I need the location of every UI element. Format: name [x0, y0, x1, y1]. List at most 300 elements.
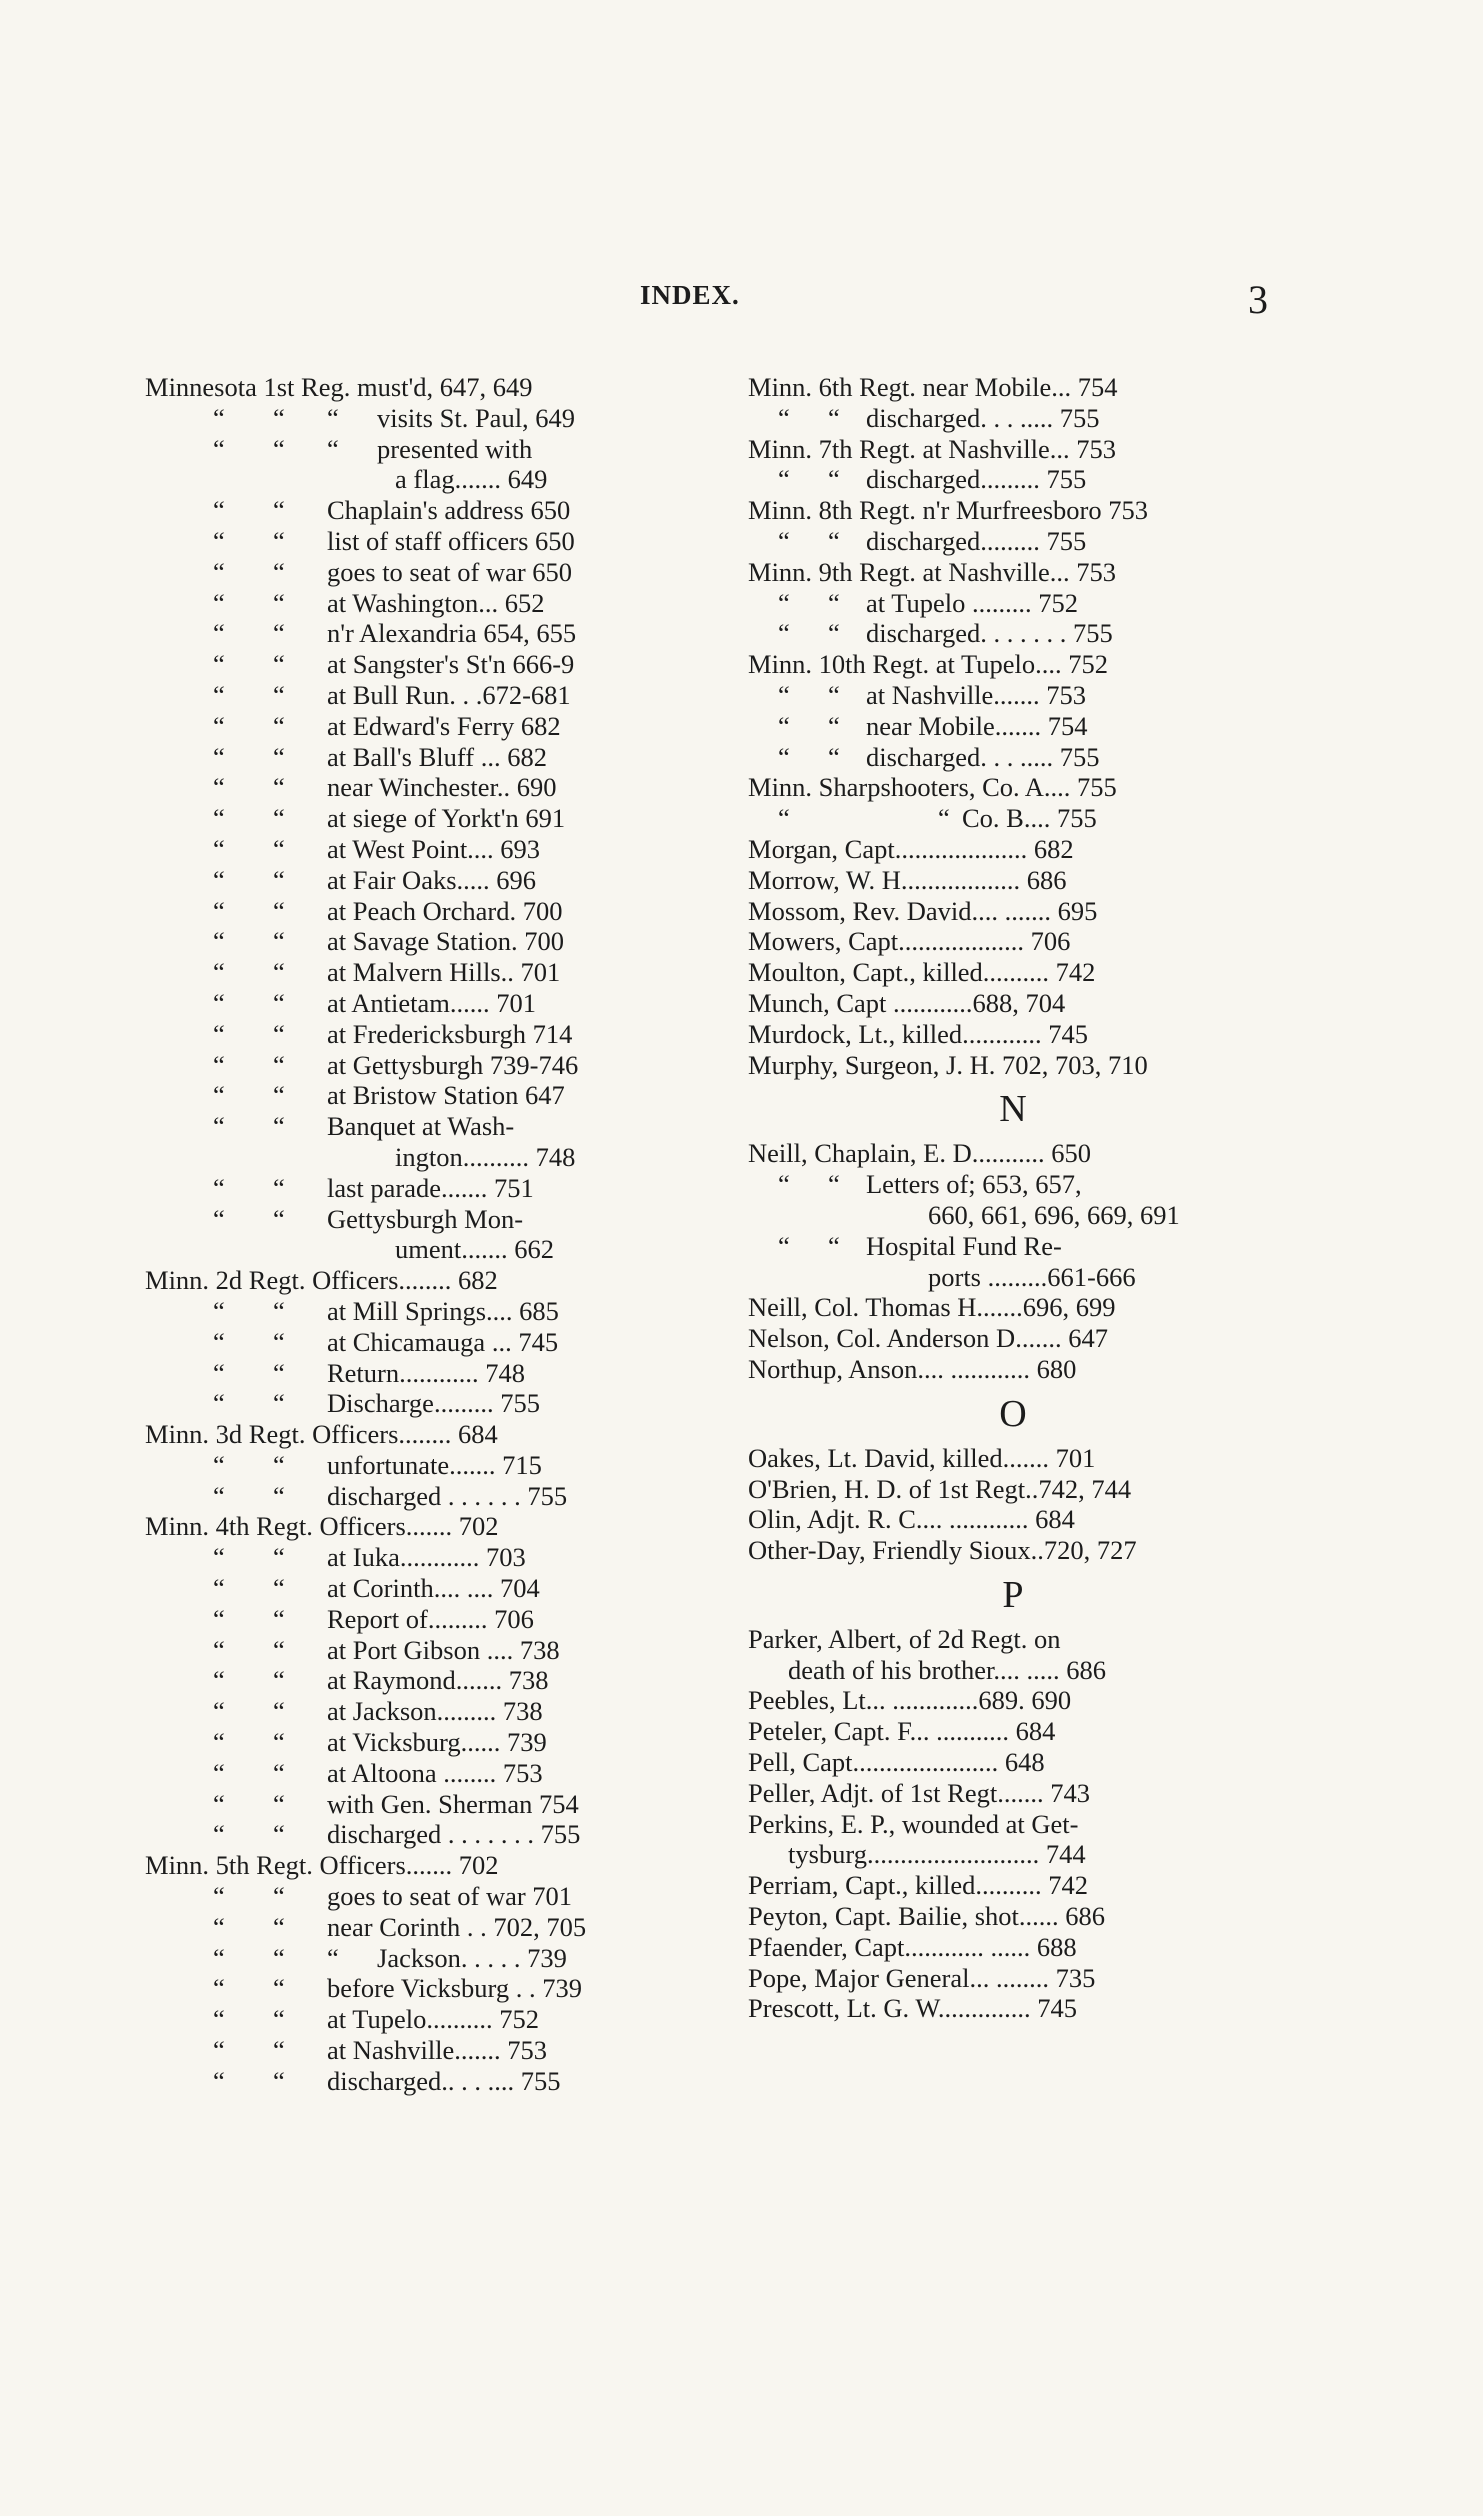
ditto-mark: “ — [213, 1172, 225, 1203]
index-entry — [748, 526, 1278, 557]
entry-text: at Bull Run. . .672-681 — [327, 679, 571, 710]
entry-text: near Mobile....... 754 — [866, 710, 1088, 741]
index-entry — [748, 1138, 1278, 1169]
index-entry — [145, 1604, 665, 1635]
entry-text: at Nashville....... 753 — [327, 2035, 548, 2066]
index-entry — [748, 803, 1278, 834]
ditto-mark: “ — [828, 402, 840, 433]
entry-text: Chaplain's address 650 — [327, 495, 571, 526]
index-entry — [145, 742, 665, 773]
index-entry — [748, 1443, 1278, 1474]
index-entry — [748, 588, 1278, 619]
ditto-mark: “ — [213, 957, 225, 988]
ditto-mark: “ — [273, 772, 285, 803]
index-entry — [145, 1080, 665, 1111]
ditto-mark: “ — [273, 525, 285, 556]
index-entry — [145, 1050, 665, 1081]
ditto-mark: “ — [273, 926, 285, 957]
ditto-mark: “ — [273, 556, 285, 587]
ditto-mark: “ — [273, 1049, 285, 1080]
entry-text: discharged. . . . . . . 755 — [866, 618, 1113, 649]
ditto-mark: “ — [778, 803, 790, 834]
entry-text: Minn. 8th Regt. n'r Murfreesboro 753 — [748, 495, 1149, 526]
entry-text: Nelson, Col. Anderson D....... 647 — [748, 1323, 1108, 1354]
index-entry — [145, 649, 665, 680]
entry-text: tysburg.......................... 744 — [788, 1839, 1086, 1870]
index-entry — [748, 957, 1278, 988]
ditto-mark: “ — [828, 525, 840, 556]
ditto-mark: “ — [213, 1203, 225, 1234]
ditto-mark: “ — [273, 2004, 285, 2035]
index-entry — [145, 680, 665, 711]
entry-text: Perkins, E. P., wounded at Get- — [748, 1808, 1079, 1839]
ditto-mark: “ — [273, 1080, 285, 1111]
index-entry — [145, 464, 665, 495]
index-entry — [145, 1204, 665, 1235]
index-entry — [748, 1169, 1278, 1200]
ditto-mark: “ — [213, 2035, 225, 2066]
index-entry — [748, 1050, 1278, 1081]
index-entry — [748, 988, 1278, 1019]
ditto-mark: “ — [213, 987, 225, 1018]
entry-text: at Fair Oaks..... 696 — [327, 864, 537, 895]
entry-text: Return............ 748 — [327, 1357, 525, 1388]
ditto-mark: “ — [778, 679, 790, 710]
index-entry — [145, 1296, 665, 1327]
ditto-mark: “ — [273, 433, 285, 464]
entry-text: Olin, Adjt. R. C.... ............ 684 — [748, 1504, 1075, 1535]
ditto-mark: “ — [213, 525, 225, 556]
ditto-mark: “ — [213, 1388, 225, 1419]
entry-text: Minn. 5th Regt. Officers....... 702 — [145, 1850, 499, 1881]
ditto-mark: “ — [273, 2035, 285, 2066]
ditto-mark: “ — [273, 1357, 285, 1388]
entry-text: O'Brien, H. D. of 1st Regt..742, 744 — [748, 1473, 1132, 1504]
ditto-mark: “ — [213, 1942, 225, 1973]
ditto-mark: “ — [273, 1696, 285, 1727]
entry-text: discharged . . . . . . . 755 — [327, 1819, 581, 1850]
entry-text: Mossom, Rev. David.... ....... 695 — [748, 895, 1098, 926]
ditto-mark: “ — [213, 1295, 225, 1326]
entry-text: near Corinth . . 702, 705 — [327, 1911, 587, 1942]
ditto-mark: “ — [273, 1788, 285, 1819]
index-entry — [145, 1635, 665, 1666]
entry-text: discharged......... 755 — [866, 525, 1087, 556]
ditto-mark: “ — [273, 679, 285, 710]
index-entry — [145, 1912, 665, 1943]
index-entry — [748, 1292, 1278, 1323]
entry-text: at Fredericksburgh 714 — [327, 1018, 573, 1049]
ditto-mark: “ — [828, 710, 840, 741]
entry-text: Neill, Chaplain, E. D........... 650 — [748, 1138, 1091, 1169]
entry-text: Report of......... 706 — [327, 1603, 534, 1634]
ditto-mark: “ — [213, 926, 225, 957]
ditto-mark: “ — [327, 1942, 339, 1973]
entry-text: Minn. 9th Regt. at Nashville... 753 — [748, 556, 1117, 587]
index-entry — [748, 1655, 1278, 1686]
ditto-mark: “ — [273, 1573, 285, 1604]
ditto-mark: “ — [273, 649, 285, 680]
index-entry — [748, 1839, 1278, 1870]
entry-text: Other-Day, Friendly Sioux..720, 727 — [748, 1535, 1137, 1566]
ditto-mark: “ — [273, 1542, 285, 1573]
ditto-mark: “ — [273, 864, 285, 895]
ditto-mark: “ — [273, 495, 285, 526]
index-entry — [748, 1963, 1278, 1994]
index-entry — [748, 464, 1278, 495]
ditto-mark: “ — [778, 587, 790, 618]
entry-text: discharged . . . . . . 755 — [327, 1480, 568, 1511]
index-entry — [748, 926, 1278, 957]
index-entry — [748, 711, 1278, 742]
entry-text: 660, 661, 696, 669, 691 — [928, 1199, 1180, 1230]
entry-text: Morgan, Capt.................... 682 — [748, 833, 1074, 864]
entry-text: Peyton, Capt. Bailie, shot...... 686 — [748, 1901, 1105, 1932]
ditto-mark: “ — [213, 433, 225, 464]
index-entry — [748, 1323, 1278, 1354]
ditto-mark: “ — [273, 1727, 285, 1758]
ditto-mark: “ — [213, 1634, 225, 1665]
entry-text: at Port Gibson .... 738 — [327, 1634, 560, 1665]
index-entry — [145, 1758, 665, 1789]
section-letter: O — [999, 1392, 1027, 1435]
ditto-mark: “ — [273, 1973, 285, 2004]
entry-text: at Corinth.... .... 704 — [327, 1573, 540, 1604]
entry-text: Northup, Anson.... ............ 680 — [748, 1353, 1077, 1384]
ditto-mark: “ — [213, 772, 225, 803]
ditto-mark: “ — [778, 464, 790, 495]
index-entry — [748, 680, 1278, 711]
index-column-left — [145, 372, 665, 2097]
index-entry — [145, 803, 665, 834]
entry-text: Peteler, Capt. F... ........... 684 — [748, 1716, 1056, 1747]
ditto-mark: “ — [778, 710, 790, 741]
ditto-mark: “ — [273, 1757, 285, 1788]
ditto-mark: “ — [213, 556, 225, 587]
ditto-mark: “ — [213, 1603, 225, 1634]
ditto-mark: “ — [273, 1203, 285, 1234]
index-entry — [748, 865, 1278, 896]
ditto-mark: “ — [213, 649, 225, 680]
ditto-mark: “ — [213, 495, 225, 526]
entry-text: goes to seat of war 701 — [327, 1881, 573, 1912]
ditto-mark: “ — [213, 1788, 225, 1819]
entry-text: Hospital Fund Re- — [866, 1230, 1062, 1261]
index-entry — [145, 1142, 665, 1173]
ditto-mark: “ — [778, 618, 790, 649]
index-entry — [145, 588, 665, 619]
ditto-mark: “ — [828, 587, 840, 618]
ditto-mark: “ — [938, 803, 950, 834]
ditto-mark: “ — [213, 1911, 225, 1942]
ditto-mark: “ — [213, 1573, 225, 1604]
entry-text: at Tupelo ......... 752 — [866, 587, 1079, 618]
index-entry — [145, 495, 665, 526]
entry-text: with Gen. Sherman 754 — [327, 1788, 579, 1819]
entry-text: at West Point.... 693 — [327, 833, 541, 864]
entry-text: ports .........661-666 — [928, 1261, 1136, 1292]
index-entry — [145, 1358, 665, 1389]
ditto-mark: “ — [213, 864, 225, 895]
entry-text: Letters of; 653, 657, — [866, 1169, 1082, 1200]
index-entry — [145, 1019, 665, 1050]
ditto-mark: “ — [828, 464, 840, 495]
index-entry — [145, 1789, 665, 1820]
index-entry — [748, 1778, 1278, 1809]
entry-text: n'r Alexandria 654, 655 — [327, 618, 577, 649]
index-entry — [145, 957, 665, 988]
entry-text: Minn. 7th Regt. at Nashville... 753 — [748, 433, 1117, 464]
index-entry — [748, 1870, 1278, 1901]
index-entry — [748, 1747, 1278, 1778]
ditto-mark: “ — [273, 402, 285, 433]
ditto-mark: “ — [273, 1326, 285, 1357]
ditto-mark: “ — [213, 1111, 225, 1142]
entry-text: Minn. 2d Regt. Officers........ 682 — [145, 1265, 498, 1296]
ditto-mark: “ — [273, 803, 285, 834]
entry-text: ington.......... 748 — [395, 1141, 576, 1172]
index-column-right — [748, 372, 1278, 2024]
ditto-mark: “ — [273, 1111, 285, 1142]
ditto-mark: “ — [273, 1603, 285, 1634]
ditto-mark: “ — [273, 987, 285, 1018]
ditto-mark: “ — [327, 433, 339, 464]
index-entry — [748, 1262, 1278, 1293]
ditto-mark: “ — [273, 957, 285, 988]
entry-text: Murphy, Surgeon, J. H. 702, 703, 710 — [748, 1049, 1148, 1080]
ditto-mark: “ — [273, 1480, 285, 1511]
ditto-mark: “ — [213, 1542, 225, 1573]
index-entry — [145, 1327, 665, 1358]
index-entry — [145, 1665, 665, 1696]
entry-text: Discharge......... 755 — [327, 1388, 540, 1419]
entry-text: Banquet at Wash- — [327, 1111, 515, 1142]
ditto-mark: “ — [327, 402, 339, 433]
entry-text: Minnesota 1st Reg. must'd, 647, 649 — [145, 372, 533, 402]
section-letter: N — [999, 1088, 1027, 1131]
entry-text: at Bristow Station 647 — [327, 1080, 565, 1111]
entry-text: list of staff officers 650 — [327, 525, 575, 556]
ditto-mark: “ — [828, 618, 840, 649]
ditto-mark: “ — [213, 1049, 225, 1080]
index-entry — [145, 2035, 665, 2066]
ditto-mark: “ — [778, 1230, 790, 1261]
entry-text: at Iuka............ 703 — [327, 1542, 526, 1573]
entry-text: Peller, Adjt. of 1st Regt....... 743 — [748, 1777, 1090, 1808]
index-entry — [145, 1481, 665, 1512]
index-entry — [145, 772, 665, 803]
entry-text: Murdock, Lt., killed............ 745 — [748, 1018, 1089, 1049]
ditto-mark: “ — [213, 1018, 225, 1049]
ditto-mark: “ — [273, 587, 285, 618]
index-entry — [145, 434, 665, 465]
entry-text: discharged. . . ..... 755 — [866, 402, 1100, 433]
entry-text: Gettysburgh Mon- — [327, 1203, 524, 1234]
entry-text: presented with — [377, 433, 533, 464]
index-entry — [748, 772, 1278, 803]
index-entry — [145, 1943, 665, 1974]
ditto-mark: “ — [213, 1881, 225, 1912]
ditto-mark: “ — [213, 2065, 225, 2096]
entry-text: Moulton, Capt., killed.......... 742 — [748, 957, 1096, 988]
entry-text: at Jackson......... 738 — [327, 1696, 543, 1727]
entry-text: Munch, Capt ............688, 704 — [748, 987, 1066, 1018]
ditto-mark: “ — [213, 1449, 225, 1480]
ditto-mark: “ — [273, 741, 285, 772]
page-title: INDEX. — [640, 280, 740, 310]
index-entry — [748, 1504, 1278, 1535]
ditto-mark: “ — [273, 833, 285, 864]
entry-text: Minn. 10th Regt. at Tupelo.... 752 — [748, 649, 1108, 680]
ditto-mark: “ — [778, 402, 790, 433]
entry-text: Neill, Col. Thomas H.......696, 699 — [748, 1292, 1116, 1323]
index-entry — [145, 1973, 665, 2004]
index-entry — [145, 618, 665, 649]
ditto-mark: “ — [273, 1172, 285, 1203]
ditto-mark: “ — [273, 1819, 285, 1850]
index-entry — [748, 649, 1278, 680]
entry-text: at Savage Station. 700 — [327, 926, 564, 957]
entry-text: at Sangster's St'n 666-9 — [327, 649, 575, 680]
ditto-mark: “ — [213, 803, 225, 834]
ditto-mark: “ — [273, 618, 285, 649]
index-entry — [748, 1932, 1278, 1963]
ditto-mark: “ — [213, 1696, 225, 1727]
index-entry — [748, 1019, 1278, 1050]
page-header — [0, 277, 1483, 325]
ditto-mark: “ — [273, 1295, 285, 1326]
entry-text: death of his brother.... ..... 686 — [788, 1654, 1106, 1685]
index-entry — [748, 1200, 1278, 1231]
entry-text: at Tupelo.......... 752 — [327, 2004, 540, 2035]
section-letter: P — [1002, 1573, 1024, 1616]
entry-text: Minn. Sharpshooters, Co. A.... 755 — [748, 772, 1117, 803]
ditto-mark: “ — [273, 895, 285, 926]
ditto-mark: “ — [273, 2065, 285, 2096]
ditto-mark: “ — [213, 1727, 225, 1758]
entry-text: goes to seat of war 650 — [327, 556, 573, 587]
entry-text: Pope, Major General... ........ 735 — [748, 1962, 1096, 1993]
index-entry — [145, 896, 665, 927]
entry-text: at siege of Yorkt'n 691 — [327, 803, 566, 834]
ditto-mark: “ — [273, 1634, 285, 1665]
entry-text: discharged......... 755 — [866, 464, 1087, 495]
index-entry — [748, 557, 1278, 588]
index-entry — [748, 495, 1278, 526]
index-entry — [145, 1542, 665, 1573]
entry-text: at Edward's Ferry 682 — [327, 710, 561, 741]
ditto-mark: “ — [213, 1326, 225, 1357]
ditto-mark: “ — [213, 587, 225, 618]
index-entry — [145, 1727, 665, 1758]
index-entry — [748, 1354, 1278, 1385]
entry-text: Perriam, Capt., killed.......... 742 — [748, 1870, 1089, 1901]
index-entry — [748, 403, 1278, 434]
entry-text: last parade....... 751 — [327, 1172, 534, 1203]
index-entry — [145, 1881, 665, 1912]
ditto-mark: “ — [273, 1018, 285, 1049]
index-entry — [145, 403, 665, 434]
entry-text: Minn. 4th Regt. Officers....... 702 — [145, 1511, 499, 1542]
ditto-mark: “ — [273, 1881, 285, 1912]
entry-text: Pell, Capt...................... 648 — [748, 1747, 1045, 1778]
entry-text: at Antietam...... 701 — [327, 987, 537, 1018]
index-entry — [748, 742, 1278, 773]
ditto-mark: “ — [273, 1665, 285, 1696]
entry-text: at Malvern Hills.. 701 — [327, 957, 561, 988]
ditto-mark: “ — [213, 402, 225, 433]
index-entry — [748, 1231, 1278, 1262]
entry-text: Morrow, W. H.................. 686 — [748, 864, 1067, 895]
entry-text: at Raymond....... 738 — [327, 1665, 549, 1696]
entry-text: Oakes, Lt. David, killed....... 701 — [748, 1442, 1096, 1473]
entry-text: Prescott, Lt. G. W.............. 745 — [748, 1993, 1078, 2024]
ditto-mark: “ — [213, 679, 225, 710]
entry-text: visits St. Paul, 649 — [377, 402, 576, 433]
index-entry — [145, 1511, 665, 1542]
index-entry — [748, 1535, 1278, 1566]
entry-text: near Winchester.. 690 — [327, 772, 557, 803]
entry-text: Pfaender, Capt............ ...... 688 — [748, 1931, 1077, 1962]
index-entry — [145, 926, 665, 957]
ditto-mark: “ — [213, 1973, 225, 2004]
ditto-mark: “ — [213, 833, 225, 864]
entry-text: at Nashville....... 753 — [866, 679, 1087, 710]
index-entry — [145, 865, 665, 896]
index-entry — [145, 1173, 665, 1204]
entry-text: at Peach Orchard. 700 — [327, 895, 563, 926]
index-entry — [145, 372, 665, 403]
index-entry — [145, 711, 665, 742]
index-entry — [145, 2004, 665, 2035]
entry-text: at Ball's Bluff ... 682 — [327, 741, 547, 772]
entry-text: a flag....... 649 — [395, 464, 548, 495]
index-entry — [145, 2066, 665, 2097]
index-entry — [145, 1265, 665, 1296]
ditto-mark: “ — [213, 1757, 225, 1788]
index-entry — [748, 1624, 1278, 1655]
index-entry — [748, 1685, 1278, 1716]
entry-text: unfortunate....... 715 — [327, 1449, 542, 1480]
entry-text: at Chicamauga ... 745 — [327, 1326, 559, 1357]
ditto-mark: “ — [273, 710, 285, 741]
ditto-mark: “ — [273, 1942, 285, 1973]
index-entry — [748, 372, 1278, 403]
index-entry — [748, 1474, 1278, 1505]
ditto-mark: “ — [828, 1230, 840, 1261]
index-entry — [145, 1111, 665, 1142]
ditto-mark: “ — [828, 1169, 840, 1200]
index-entry — [145, 1696, 665, 1727]
entry-text: at Mill Springs.... 685 — [327, 1295, 559, 1326]
ditto-mark: “ — [213, 741, 225, 772]
ditto-mark: “ — [828, 679, 840, 710]
index-entry — [145, 988, 665, 1019]
index-entry — [748, 434, 1278, 465]
index-entry — [145, 1234, 665, 1265]
entry-text: at Gettysburgh 739-746 — [327, 1049, 579, 1080]
entry-text: before Vicksburg . . 739 — [327, 1973, 583, 2004]
index-entry — [145, 1819, 665, 1850]
ditto-mark: “ — [213, 618, 225, 649]
index-entry — [748, 1809, 1278, 1840]
ditto-mark: “ — [213, 1665, 225, 1696]
entry-text: Minn. 3d Regt. Officers........ 684 — [145, 1419, 498, 1450]
index-entry — [748, 1993, 1278, 2024]
ditto-mark: “ — [778, 525, 790, 556]
ditto-mark: “ — [778, 1169, 790, 1200]
entry-text: Mowers, Capt................... 706 — [748, 926, 1071, 957]
